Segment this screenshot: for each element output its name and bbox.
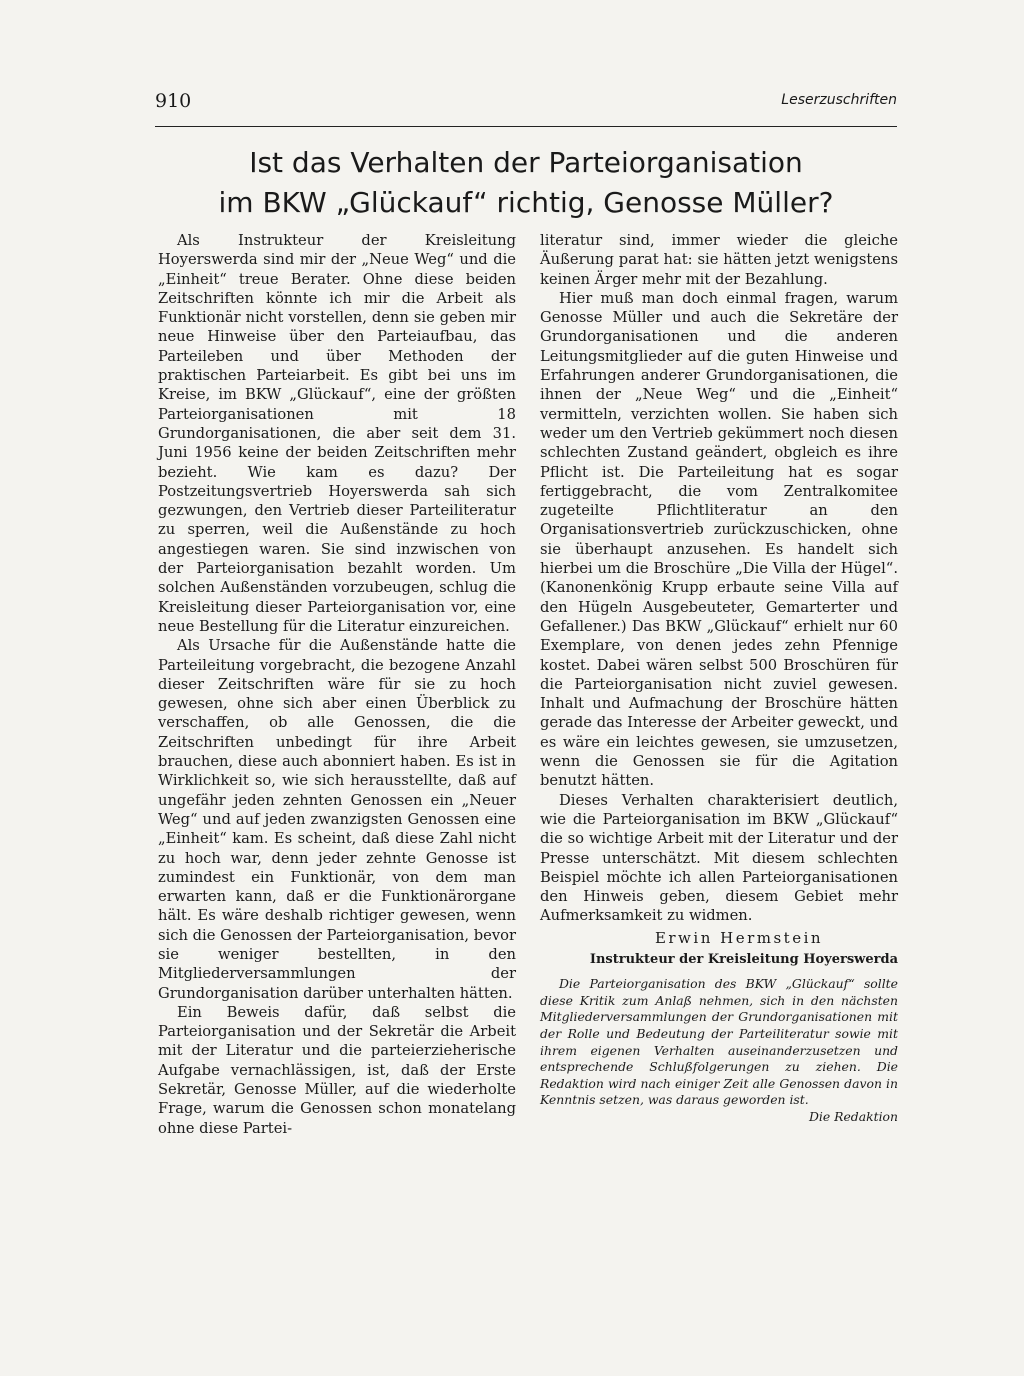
editor-note <box>540 976 898 1125</box>
author-name: Erwin Hermstein <box>654 928 824 947</box>
editor-note-text: Die Parteiorganisation des BKW „Glückauf“ sollte diese Kritik zum Anlaß nehmen, sich in den nächsten Mitgliederversammlungen der Grundorganisationen mit der Rolle und Bedeutung der Parteiliteratur sowie mit ihrem eigenen Verhalten auseinanderzusetzen und entsprechende Schlußfolgerungen zu ziehen. Die Redaktion wird nach einiger Zeit alle Genossen davon in Kenntnis setzen, was daraus geworden ist. <box>540 976 898 1108</box>
page-number: 910 <box>155 90 192 112</box>
paragraph: literatur sind, immer wieder die gleiche Äußerung parat hat: sie hätten jetzt wenigstens keinen Ärger mehr mit der Bezahlung. <box>540 232 898 288</box>
paragraph: Als Instrukteur der Kreisleitung Hoyerswerda sind mir der „Neue Weg“ und die „Einheit“ treue Berater. Ohne diese beiden Zeitschriften könnte ich mir die Arbeit als Funktionär nicht vorstellen, denn sie geben mir neue Hinweise über den Parteiaufbau, das Parteileben und über Methoden der praktischen Parteiarbeit. Es gibt bei uns im Kreise, im BKW „Glückauf“, eine der größten Parteiorganisationen mit 18 Grundorganisationen, die aber seit dem 31. Juni 1956 keine der beiden Zeitschriften mehr bezieht. Wie kam es dazu? Der Postzeitungsvertrieb Hoyerswerda sah sich gezwungen, den Vertrieb dieser Parteiliteratur zu sperren, weil die Außenstände zu hoch angestiegen waren. Sie sind inzwischen von der Parteiorganisation bezahlt worden. Um solchen Außenständen vorzubeugen, schlug die Kreisleitung dieser Parteiorganisation vor, eine neue Bestellung für die Literatur einzureichen. <box>158 232 516 635</box>
paragraph: Hier muß man doch einmal fragen, warum Genosse Müller und auch die Sekretäre der Grundorganisationen und die anderen Leitungsmitglieder auf die guten Hinweise und Erfahrungen anderer Grundorganisationen, die ihnen der „Neue Weg“ und die „Einheit“ vermitteln, verzichten wollen. Sie haben sich weder um den Vertrieb gekümmert noch diesen schlechten Zustand geändert, obgleich es ihre Pflicht ist. Die Parteileitung hat es sogar fertiggebracht, die vom Zentralkomitee zugeteilte Pflichtliteratur an den Organisationsvertrieb zurückzuschicken, ohne sie überhaupt anzusehen. Es handelt sich hierbei um die Broschüre „Die Villa der Hügel“. (Kanonenkönig Krupp erbaute seine Villa auf den Hügeln Ausgebeuteter, Gemarterter und Gefallener.) Das BKW „Glückauf“ erhielt nur 60 Exemplare, von denen jedes zehn Pfennige kostet. Dabei wären selbst 500 Broschüren für die Parteiorganisation nicht zuviel gewesen. Inhalt und Aufmachung der Broschüre hätten gerade das Interesse der Arbeiter geweckt, und es wäre ein leichtes gewesen, sie umzusetzen, wenn die Genossen sie für die Agitation benutzt hätten. <box>540 289 898 790</box>
paragraph: Dieses Verhalten charakterisiert deutlich, wie die Parteiorganisation im BKW „Glückauf“ die so wichtige Arbeit mit der Literatur und der Presse unterschätzt. Mit diesem schlechten Beispiel möchte ich allen Parteiorganisationen den Hinweis geben, diesem Gebiet mehr Aufmerksamkeit zu widmen. <box>540 791 898 925</box>
paragraph: Ein Beweis dafür, daß selbst die Parteiorganisation und der Sekretär die Arbeit mit der Literatur und die parteierzieherische Aufgabe vernachlässigen, ist, daß der Erste Sekretär, Genosse Müller, auf die wiederholte Frage, warum die Genossen schon monatelang ohne diese Partei- <box>158 1003 516 1137</box>
title-line-1: Ist das Verhalten der Parteiorganisation <box>249 146 803 179</box>
signature-block <box>540 929 898 970</box>
article-title <box>155 143 897 223</box>
right-column <box>540 231 898 1126</box>
page-header <box>155 90 897 127</box>
title-line-2: im BKW „Glückauf“ richtig, Genosse Müller? <box>218 186 834 219</box>
editor-signature: Die Redaktion <box>808 1109 898 1125</box>
section-label: Leserzuschriften <box>781 92 897 108</box>
paragraph: Als Ursache für die Außenstände hatte die Parteileitung vorgebracht, die bezogene Anzahl dieser Zeitschriften wäre für sie zu hoch gewesen, ohne sich aber einen Überblick zu verschaffen, ob alle Genossen, die die Zeitschriften unbedingt für ihre Arbeit brauchen, diese auch abonniert haben. Es ist in Wirklichkeit so, wie sich herausstellte, daß auf ungefähr jeden zehnten Genossen ein „Neuer Weg“ und auf jeden zwanzigsten Genossen eine „Einheit“ kam. Es scheint, daß diese Zahl nicht zu hoch war, denn jeder zehnte Genosse ist zumindest ein Funktionär, von dem man erwarten kann, daß er die Funktionärorgane hält. Es wäre deshalb richtiger gewesen, wenn sich die Genossen der Parteiorganisation, bevor sie weniger bestellten, in den Mitgliederversammlungen der Grundorganisation darüber unterhalten hätten. <box>158 637 516 1002</box>
left-column <box>158 231 516 1138</box>
author-role: Instrukteur der Kreisleitung Hoyerswerda <box>589 951 898 967</box>
